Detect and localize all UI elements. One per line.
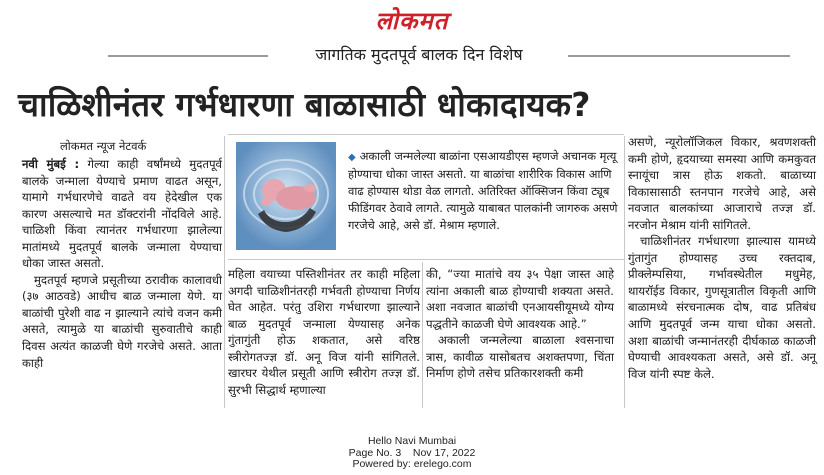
column-divider-2: [422, 262, 423, 408]
baby-in-hands-icon: [236, 142, 336, 250]
column-1-para-1-text: गेल्या काही वर्षांमध्ये मुदतपूर्व बालके जन्माला येण्याचे प्रमाण वाढत असून, यामागे गर्भधारणेचे वाढते वय हेदेखील एक कारण असल्याचे मत डॉक्टरांनी नोंदविले आहे. चाळिशी किंवा त्यानंतर गर्भधारणा झालेल्या मातांमध्ये मुदतपूर्व बालके जन्माला येण्याचा धोका जास्त असतो.: [22, 157, 223, 271]
article-headline: चाळिशीनंतर गर्भधारणा बाळासाठी धोकादायक?: [18, 85, 591, 124]
column-4-para-1: असणे, न्यूरोलॉजिकल विकार, श्रवणशक्ती कमी होणे, हृदयाच्या समस्या आणि कमकुवत स्नायूंचा त्रास होऊ शकतो. बाळाच्या विकासासाठी स्तनपान गरजेचे आहे, असे नवजात बालकांच्या आजाराचे तज्ज्ञ डॉ. नरजोन मेश्राम यांनी सांगितले.: [628, 135, 816, 232]
column-3-para-2: अकाली जन्मलेल्या बाळाला श्वसनाचा त्रास, कावीळ यासोबतच अशक्तपणा, चिंता निर्माण होणे तसेच प्रतिकारशक्ती कमी: [426, 333, 614, 381]
footer-powered-by: Powered by: erelego.com: [352, 458, 472, 470]
bullet-icon: ◆: [348, 152, 356, 163]
highlight-box-text: [348, 148, 620, 234]
footer-publication: Hello Navi Mumbai: [367, 435, 457, 447]
byline: लोकमत न्यूज नेटवर्क: [60, 139, 147, 153]
section-banner: [0, 42, 824, 68]
footer-page-date: Page No. 3 Nov 17, 2022: [348, 446, 476, 459]
newspaper-logo: लोकमत: [375, 6, 449, 35]
banner-rule-left: [108, 55, 268, 57]
page-footer: [0, 436, 824, 471]
article-column-1: [22, 156, 222, 371]
banner-rule-right: [568, 55, 790, 57]
highlight-text: अकाली जन्मलेल्या बाळांना एसआयडीएस म्हणजे अचानक मृत्यू होण्याचा धोका जास्त असतो. या बाळांचा शारीरिक विकास आणि वाढ होण्यास थोडा वेळ लागतो. अतिरिक्त ऑक्सिजन किंवा ट्यूब फीडिंगवर ठेवावे लागते. त्यामुळे याबाबत पालकांनी जागरुक असणे गरजेचे आहे, असे डॉ. मेश्राम म्हणाले.: [348, 149, 618, 232]
column-3-para-1: की, “ज्या मातांचे वय ३५ पेक्षा जास्त आहे त्यांना अकाली बाळ होण्याची शक्यता असते. अशा नवजात बाळांची एनआयसीयूमध्ये योग्य पद्धतीने काळजी घेणे आवश्यक आहे.”: [426, 267, 614, 331]
column-divider-3: [624, 136, 625, 408]
column-1-para-2: मुदतपूर्व म्हणजे प्रसूतीच्या ठरावीक कालावधी (३७ आठवडे) आधीच बाळ जन्माला येणे. या बाळांची पुरेशी वाढ न झाल्याने त्यांचे वजन कमी असते, त्यामुळे या बाळांची सुरुवातीचे काही दिवस अत्यंत काळजी घेणे गरजेचे असते. आता काही: [22, 272, 222, 370]
article-column-3: [426, 266, 614, 382]
column-1-para-1: [22, 156, 222, 272]
article-column-2: [228, 266, 420, 398]
masthead: [0, 6, 824, 36]
column-4-para-2: चाळिशीनंतर गर्भधारणा झाल्यास यामध्ये गुंतागुंत होण्यासह उच्च रक्तदाब, प्रीक्लेम्पसिया, गर्भावस्थेतील मधुमेह, थायरॉईड विकार, गुणसूत्रातील विकृती आणि बाळामध्ये संरचनात्मक दोष, वाढ प्रतिबंध आणि मुदतपूर्व जन्म याचा धोका असतो. अशा बाळांची जन्मानंतरही दीर्घकाळ काळजी घेण्याची आवश्यकता असते, असे डॉ. अनू विज यांनी स्पष्ट केले.: [628, 234, 816, 381]
column-2-para-1: महिला वयाच्या पस्तिशीनंतर तर काही महिला अगदी चाळिशीनंतरही गर्भवती होण्याचा निर्णय घेत आहेत. परंतु उशिरा गर्भधारणा झाल्याने बाळ मुदतपूर्व जन्माला येण्यासह अनेक गुंतागुंती होऊ शकतात, असे वरिष्ठ स्त्रीरोगतज्ज्ञ डॉ. अनू विज यांनी सांगितले. खारघर येथील प्रसूती आणि स्त्रीरोग तज्ज्ञ डॉ. सुरभी सिद्धार्थ म्हणाल्या: [228, 267, 420, 397]
dateline: नवी मुंबई :: [22, 157, 80, 171]
section-label: जागतिक मुदतपूर्व बालक दिन विशेष: [315, 45, 523, 64]
article-column-4: [628, 134, 816, 382]
column-divider-1: [224, 136, 225, 408]
